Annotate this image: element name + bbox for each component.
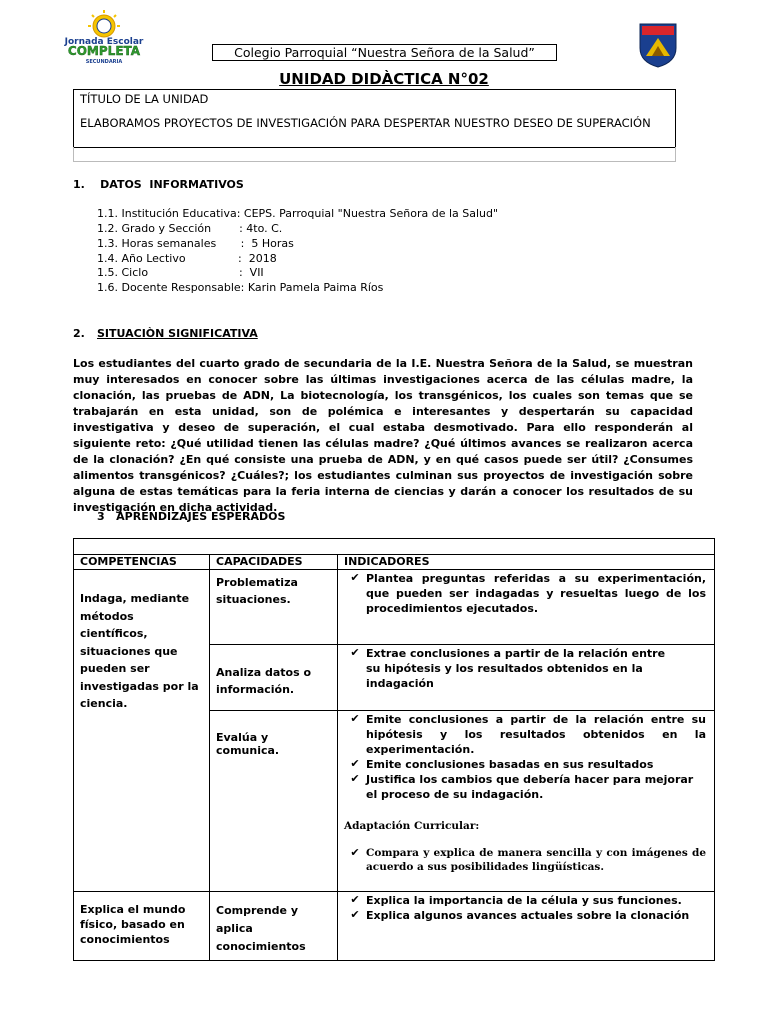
checkmark-icon: ✔ <box>350 571 360 584</box>
unit-title: ELABORAMOS PROYECTOS DE INVESTIGACIÓN PARA DESPERTAR NUESTRO DESEO DE SUPERACIÓN <box>80 116 651 130</box>
table-row <box>74 892 715 961</box>
info-item-cycle: 1.5. Ciclo : VII <box>97 266 264 279</box>
svg-text:COMPLETA: COMPLETA <box>67 44 141 58</box>
sun-icon <box>88 10 120 37</box>
header-capacidades: CAPACIDADES <box>216 555 303 568</box>
competencies-table <box>73 538 715 961</box>
list-item: ✔ Compara y explica de manera sencilla y con imágenes de acuerdo a sus posibilidades lingüísticas. <box>344 846 706 874</box>
list-item: ✔ Justifica los cambios que debería hacer para mejorar el proceso de su indagación. <box>344 772 706 802</box>
indicators-cell <box>338 892 714 925</box>
checkmark-icon: ✔ <box>350 757 360 770</box>
svg-text:SECUNDARIA: SECUNDARIA <box>85 59 123 65</box>
page-title: UNIDAD DIDÀCTICA N°02 <box>279 70 489 88</box>
capacidad-evalua: Evalúa y comunica. <box>216 731 280 757</box>
list-item: ✔ Emite conclusiones a partir de la relación entre su hipótesis y los resultados obtenidos en la experimentación. <box>344 712 706 757</box>
school-crest-logo <box>638 20 678 68</box>
header-indicadores: INDICADORES <box>344 555 430 568</box>
list-item: ✔ Extrae conclusiones a partir de la relación entre su hipótesis y los resultados obtenidos en la indagación <box>344 646 706 691</box>
section-1-heading: 1. DATOS INFORMATIVOS <box>73 178 244 191</box>
checkmark-icon: ✔ <box>350 846 360 859</box>
unit-title-label: TÍTULO DE LA UNIDAD <box>80 92 209 106</box>
checkmark-icon: ✔ <box>350 772 360 785</box>
jornada-escolar-completa-logo <box>62 8 146 66</box>
adaptacion-label: Adaptación Curricular: <box>344 820 480 832</box>
info-item-year: 1.4. Año Lectivo : 2018 <box>97 252 277 265</box>
info-item-institution: 1.1. Institución Educativa: CEPS. Parroquial "Nuestra Señora de la Salud" <box>97 207 499 220</box>
list-item: ✔ Emite conclusiones basadas en sus resultados <box>344 757 706 772</box>
section-2-heading: SITUACIÒN SIGNIFICATIVA <box>97 327 258 340</box>
indicators-cell <box>338 570 714 618</box>
header-competencias: COMPETENCIAS <box>80 555 177 568</box>
list-item: ✔ Explica algunos avances actuales sobre la clonación <box>344 908 706 923</box>
section-3-heading: 3 APRENDIZAJES ESPERADOS <box>97 510 286 523</box>
unit-box-strip <box>73 147 676 162</box>
competencia-indaga: Indaga, mediante métodos científicos, situaciones que pueden ser investigadas por la ciencia. <box>80 592 199 710</box>
indicators-cell <box>338 645 714 693</box>
list-item: ✔ Explica la importancia de la célula y sus funciones. <box>344 893 706 908</box>
capacidad-analiza: Analiza datos o información. <box>216 666 312 696</box>
checkmark-icon: ✔ <box>350 712 360 725</box>
table-row <box>74 570 715 645</box>
section-2-number: 2. <box>73 327 85 340</box>
capacidad-comprende: Comprende y aplica conocimientos <box>216 904 306 953</box>
table-spacer-row <box>74 539 715 555</box>
checkmark-icon: ✔ <box>350 908 360 921</box>
info-item-grade: 1.2. Grado y Sección : 4to. C. <box>97 222 283 235</box>
indicators-cell <box>338 711 714 876</box>
info-item-hours: 1.3. Horas semanales : 5 Horas <box>97 237 294 250</box>
list-item: ✔ Plantea preguntas referidas a su experimentación, que pueden ser indagadas y resueltas luego de los procedimientos ejecutados. <box>344 571 706 616</box>
svg-text:Jornada Escolar: Jornada Escolar <box>64 37 144 47</box>
checkmark-icon: ✔ <box>350 646 360 659</box>
capacidad-problematiza: Problematiza situaciones. <box>216 576 298 606</box>
table-header-row <box>74 555 715 570</box>
school-name: Colegio Parroquial “Nuestra Señora de la Salud” <box>212 44 557 61</box>
situation-paragraph: Los estudiantes del cuarto grado de secundaria de la I.E. Nuestra Señora de la Salud, se muestran muy interesados en conocer sobre las últimas investigaciones acerca de las células madre, la clonación, las pruebas de ADN, La biotecnología, los transgénicos, los cuales son temas que se trabajarán en esta unidad, son de polémica e interesantes y despertarán su capacidad investigativa y deseo de superación, el cual estaba desmotivado. Para ello responderán al siguiente reto: ¿Qué utilidad tienen las células madre? ¿Qué últimos avances se realizaron acerca de la clonación? ¿En qué consiste una prueba de ADN, y en qué casos puede ser útil? ¿Consumes alimentos transgénicos? ¿Cuáles?; los estudiantes culminan sus proyectos de investigación sobre alguna de estas temáticas para la feria interna de ciencias y darán a conocer los resultados de su investigación en dicha actividad. <box>73 357 693 514</box>
competencia-explica: Explica el mundo físico, basado en conocimientos <box>80 903 186 946</box>
info-item-teacher: 1.6. Docente Responsable: Karin Pamela Paima Ríos <box>97 281 384 294</box>
checkmark-icon: ✔ <box>350 893 360 906</box>
